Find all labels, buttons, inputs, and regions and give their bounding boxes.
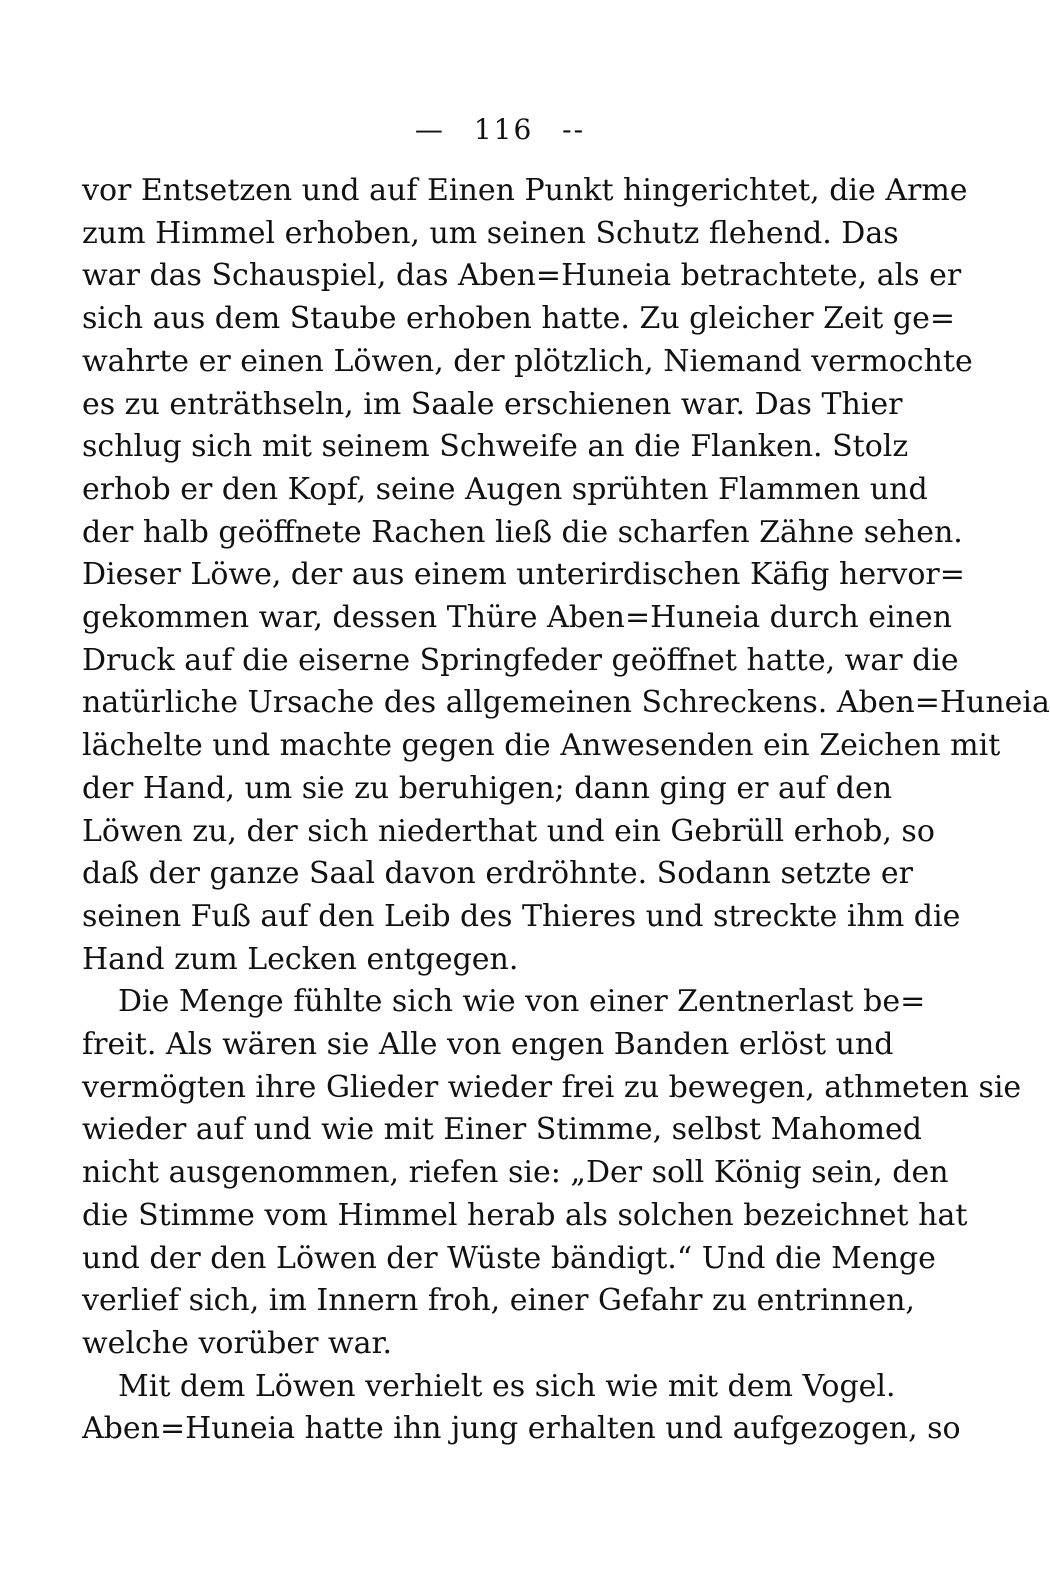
text-line: sich aus dem Staube erhoben hatte. Zu gleicher Zeit ge=: [82, 301, 955, 337]
text-line: daß der ganze Saal davon erdröhnte. Sodann setzte er: [82, 856, 913, 892]
text-line: seinen Fuß auf den Leib des Thieres und streckte ihm die: [82, 898, 961, 934]
text-line: Die Menge fühlte sich wie von einer Zentnerlast be=: [118, 984, 926, 1020]
header-dash-right: --: [562, 113, 586, 146]
text-line: die Stimme vom Himmel herab als solchen bezeichnet hat: [82, 1197, 968, 1233]
text-line: vor Entsetzen und auf Einen Punkt hingerichtet, die Arme: [82, 173, 968, 208]
text-line: wahrte er einen Löwen, der plötzlich, Niemand vermochte: [82, 343, 973, 379]
text-line: vermögten ihre Glieder wieder frei zu bewegen, athmeten sie: [82, 1069, 1022, 1105]
text-line: erhob er den Kopf, seine Augen sprühten Flammen und: [82, 471, 928, 507]
text-line: freit. Als wären sie Alle von engen Banden erlöst und: [82, 1027, 894, 1063]
text-line: lächelte und machte gegen die Anwesenden ein Zeichen mit: [82, 728, 1001, 764]
text-line: wieder auf und wie mit Einer Stimme, selbst Mahomed: [82, 1112, 922, 1148]
text-line: der halb geöffnete Rachen ließ die scharfen Zähne sehen.: [82, 514, 963, 550]
page-number: 116: [473, 113, 534, 146]
text-line: verlief sich, im Innern froh, einer Gefahr zu entrinnen,: [82, 1283, 915, 1319]
text-line: und der den Löwen der Wüste bändigt.“ Und die Menge: [82, 1240, 936, 1276]
text-line: gekommen war, dessen Thüre Aben=Huneia durch einen: [82, 600, 952, 636]
text-line: der Hand, um sie zu beruhigen; dann ging er auf den: [82, 770, 893, 806]
body-text: [82, 170, 1050, 1451]
text-line: natürliche Ursache des allgemeinen Schreckens. Aben=Huneia: [82, 685, 1050, 721]
text-line: Aben=Huneia hatte ihn jung erhalten und aufgezogen, so: [82, 1411, 961, 1447]
text-line: Druck auf die eiserne Springfeder geöffnet hatte, war die: [82, 642, 959, 678]
text-line: nicht ausgenommen, riefen sie: „Der soll König sein, den: [82, 1155, 949, 1191]
text-line: zum Himmel erhoben, um seinen Schutz flehend. Das: [82, 215, 899, 251]
text-line: welche vorüber war.: [82, 1325, 393, 1361]
text-line: war das Schauspiel, das Aben=Huneia betrachtete, als er: [82, 258, 962, 294]
text-line: schlug sich mit seinem Schweife an die Flanken. Stolz: [82, 429, 909, 465]
text-line: Dieser Löwe, der aus einem unterirdischen Käfig hervor=: [82, 557, 965, 593]
text-line: Mit dem Löwen verhielt es sich wie mit dem Vogel.: [118, 1368, 896, 1404]
page-header: [0, 110, 1000, 150]
text-line: es zu enträthseln, im Saale erschienen war. Das Thier: [82, 386, 903, 422]
text-line: Hand zum Lecken entgegen.: [82, 941, 519, 977]
text-line: Löwen zu, der sich niederthat und ein Gebrüll erhob, so: [82, 813, 935, 849]
header-dash-left: —: [414, 113, 445, 146]
